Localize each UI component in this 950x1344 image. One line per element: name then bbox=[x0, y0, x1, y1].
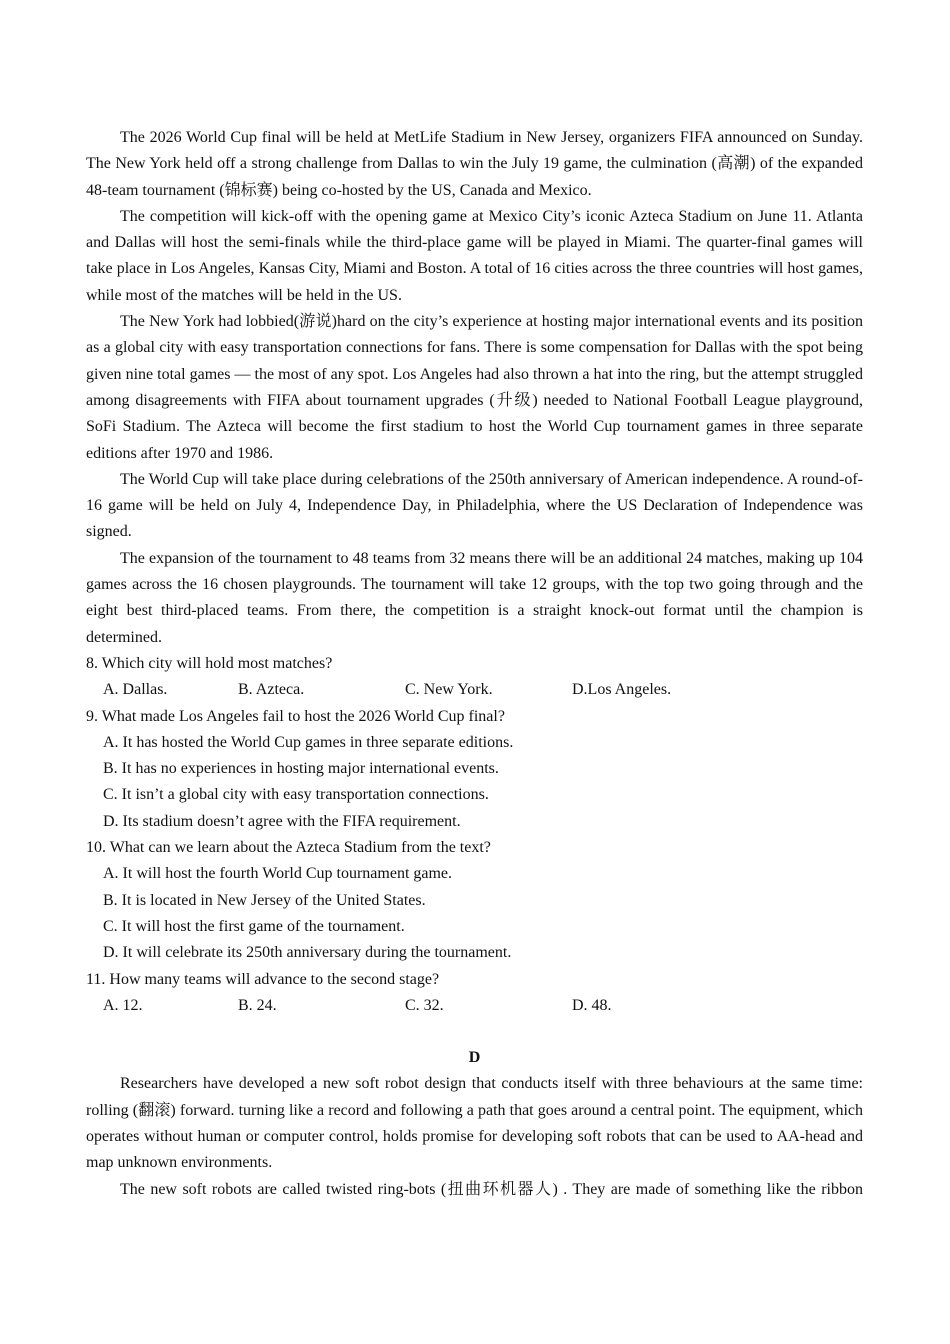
paragraph: The 2026 World Cup final will be held at MetLife Stadium in New Jersey, organizers FIFA announced on Sunday. The New York held off a strong challenge from Dallas to win the July 19 game, the culmination (高潮) of the expanded 48-team tournament (锦标赛) being co-hosted by the US, Canada and Mexico. bbox=[86, 129, 863, 199]
option-a: A. Dallas. bbox=[103, 681, 168, 699]
question-9-stem: 9. What made Los Angeles fail to host the 2026 World Cup final? bbox=[86, 707, 505, 725]
question-10-stem: 10. What can we learn about the Azteca Stadium from the text? bbox=[86, 839, 491, 857]
question-8-options bbox=[86, 677, 863, 703]
option-b: B. Azteca. bbox=[238, 681, 305, 699]
option-a: A. 12. bbox=[103, 996, 143, 1014]
option-d: D. It will celebrate its 250th anniversary during the tournament. bbox=[103, 944, 512, 962]
paragraph: The competition will kick-off with the opening game at Mexico City’s iconic Azteca Stadium on June 11. Atlanta and Dallas will host the semi-finals while the third-place game will be played in Miami. The quarter-final games will take place in Los Angeles, Kansas City, Miami and Boston. A total of 16 cities across the three countries will host games, while most of the matches will be held in the US. bbox=[86, 207, 863, 304]
option-c: C. New York. bbox=[405, 681, 493, 699]
option-d: D.Los Angeles. bbox=[572, 681, 672, 699]
paragraph: The expansion of the tournament to 48 teams from 32 means there will be an additional 24 matches, making up 104 games across the 16 chosen playgrounds. The tournament will take 12 groups, with the top two going through and the eight best third-placed teams. From there, the competition is a straight knock-out format until the champion is determined. bbox=[86, 549, 863, 646]
paragraph: The new soft robots are called twisted ring-bots (扭曲环机器人) . They are made of something like the ribbon bbox=[120, 1180, 863, 1198]
option-b: B. 24. bbox=[238, 996, 277, 1014]
question-8-stem: 8. Which city will hold most matches? bbox=[86, 654, 333, 672]
option-a: A. It has hosted the World Cup games in three separate editions. bbox=[103, 733, 514, 751]
section-heading: D bbox=[468, 1049, 481, 1067]
question-11-stem: 11. How many teams will advance to the second stage? bbox=[86, 970, 440, 988]
paragraph: The World Cup will take place during celebrations of the 250th anniversary of American independence. A round-of-16 game will be held on July 4, Independence Day, in Philadelphia, where the US Declaration of Independence was signed. bbox=[86, 470, 863, 541]
option-c: C. 32. bbox=[405, 996, 444, 1014]
question-11-options bbox=[86, 993, 863, 1019]
paragraph: The New York had lobbied(游说)hard on the city’s experience at hosting major international events and its position as a global city with easy transportation connections for fans. There is some compensation for Dallas with the spot being given nine total games — the most of any spot. Los Angeles had also thrown a hat into the ring, but the attempt struggled among disagreements with FIFA about tournament upgrades (升级) needed to National Football League playground, SoFi Stadium. The Azteca will become the first stadium to host the World Cup tournament games in three separate editions after 1970 and 1986. bbox=[86, 313, 863, 462]
option-c: C. It will host the first game of the tournament. bbox=[103, 917, 405, 935]
option-d: D. Its stadium doesn’t agree with the FIFA requirement. bbox=[103, 812, 461, 830]
document-page bbox=[86, 125, 863, 1203]
option-c: C. It isn’t a global city with easy transportation connections. bbox=[103, 786, 489, 804]
paragraph: Researchers have developed a new soft robot design that conducts itself with three behaviours at the same time: rolling (翻滚) forward. turning like a record and following a path that goes around a central point. The equipment, which operates without human or computer control, holds promise for developing soft robots that can be used to AA-head and map unknown environments. bbox=[86, 1075, 863, 1172]
option-d: D. 48. bbox=[572, 996, 612, 1014]
option-a: A. It will host the fourth World Cup tournament game. bbox=[103, 865, 453, 883]
option-b: B. It is located in New Jersey of the United States. bbox=[103, 891, 426, 909]
option-b: B. It has no experiences in hosting major international events. bbox=[103, 760, 499, 778]
